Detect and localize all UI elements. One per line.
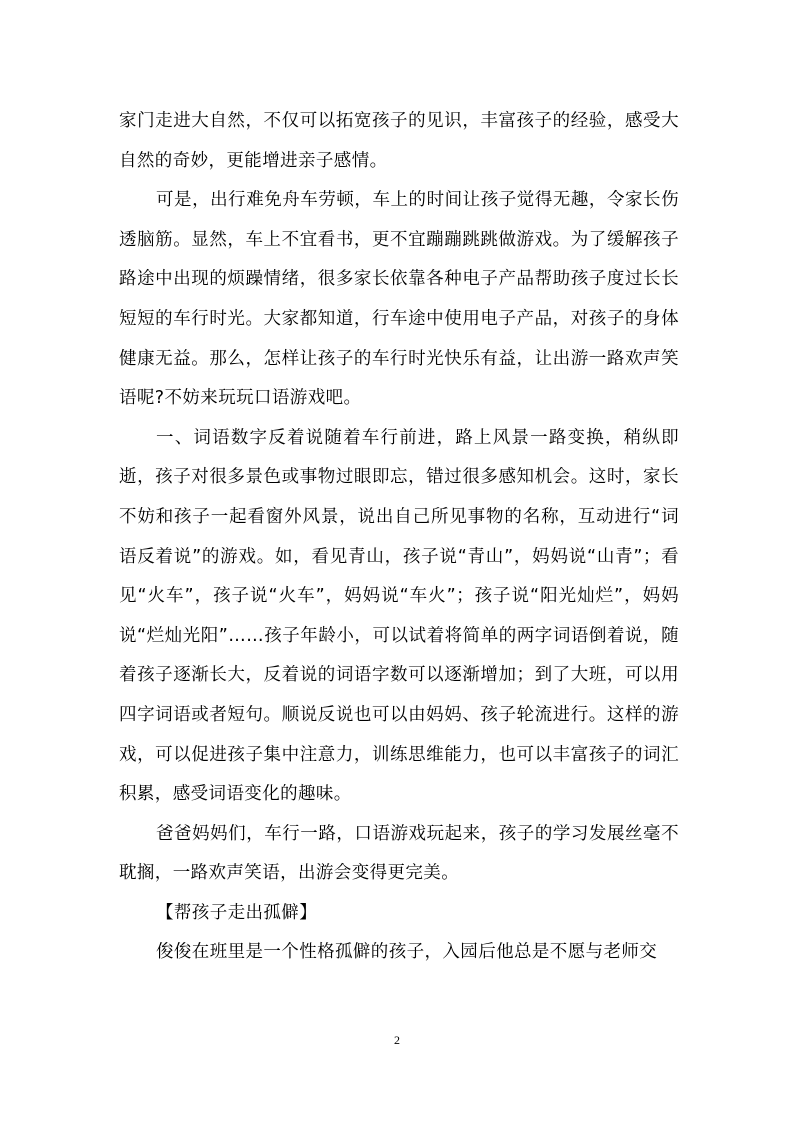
document-body <box>119 102 679 973</box>
paragraph-word-reverse-game: 一、词语数字反着说随着车行前进，路上风景一路变换，稍纵即逝，孩子对很多景色或事物过眼即忘，错过很多感知机会。这时，家长不妨和孩子一起看窗外风景，说出自己所见事物的名称，互动进行“词语反着说”的游戏。如，看见青山，孩子说“青山”，妈妈说“山青”；看见“火车”，孩子说“火车”，妈妈说“车火”；孩子说“阳光灿烂”，妈妈说“烂灿光阳”……孩子年龄小，可以试着将简单的两字词语倒着说，随着孩子逐渐长大，反着说的词语字数可以逐渐增加；到了大班，可以用四字词语或者短句。顺说反说也可以由妈妈、孩子轮流进行。这样的游戏，可以促进孩子集中注意力，训练思维能力，也可以丰富孩子的词汇积累，感受词语变化的趣味。 <box>119 427 679 805</box>
paragraph-continuation: 家门走进大自然，不仅可以拓宽孩子的见识，丰富孩子的经验，感受大自然的奇妙，更能增进亲子感情。 <box>119 111 679 171</box>
paragraph-new-section: 俊俊在班里是一个性格孤僻的孩子，入园后他总是不愿与老师交 <box>156 942 658 963</box>
page-number: 2 <box>394 1033 400 1047</box>
section-heading: 【帮孩子走出孤僻】 <box>156 902 318 923</box>
paragraph-travel-boredom: 可是，出行难免舟车劳顿，车上的时间让孩子觉得无趣，令家长伤透脑筋。显然，车上不宜看书，更不宜蹦蹦跳跳做游戏。为了缓解孩子路途中出现的烦躁情绪，很多家长依靠各种电子产品帮助孩子度过长长短短的车行时光。大家都知道，行车途中使用电子产品，对孩子的身体健康无益。那么，怎样让孩子的车行时光快乐有益，让出游一路欢声笑语呢?不妨来玩玩口语游戏吧。 <box>119 190 679 409</box>
paragraph-conclusion: 爸爸妈妈们，车行一路，口语游戏玩起来，孩子的学习发展丝毫不耽搁，一路欢声笑语，出游会变得更完美。 <box>119 823 679 884</box>
